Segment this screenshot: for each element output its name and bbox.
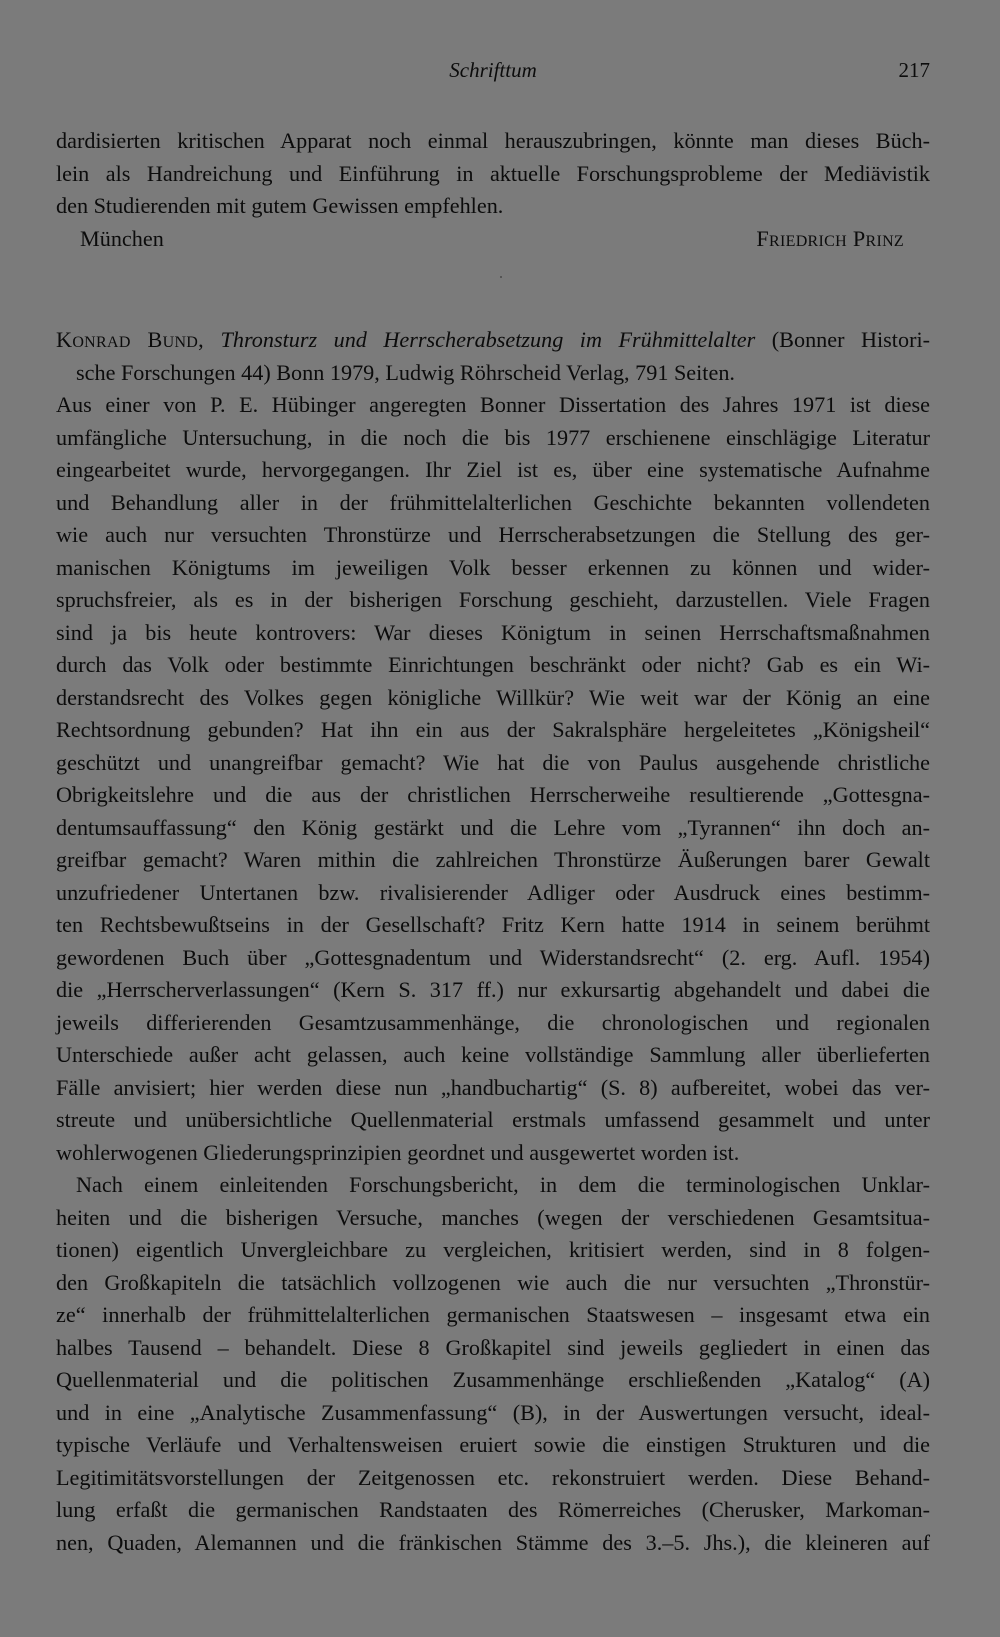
bibliographic-entry <box>56 324 930 357</box>
review-paragraph-2 <box>56 1169 930 1559</box>
text-line: ze“ innerhalb der frühmittelalterlichen germanischen Staatswesen – insgesamt etwa ein <box>56 1302 930 1327</box>
book-author: Konrad Bund, <box>56 327 205 352</box>
text-line: heiten und die bisherigen Versuche, manches (wegen der verschiedenen Gesamtsitua- <box>56 1204 930 1230</box>
section-divider-dot <box>500 276 502 278</box>
text-line: den Großkapiteln die tatsächlich vollzogenen wie auch die nur versuchten „Thronstür- <box>56 1269 930 1295</box>
running-title: Schrifttum <box>449 58 537 82</box>
previous-review-ending <box>56 125 930 255</box>
text-line: Unterschiede außer acht gelassen, auch keine vollständige Sammlung aller überlieferten <box>56 1042 930 1067</box>
page-number: 217 <box>898 58 930 82</box>
text-line: lung erfaßt die germanischen Randstaaten des Römerreiches (Cherusker, Markoman- <box>56 1497 930 1522</box>
text-line: nen, Quaden, Alemannen und die fränkischen Stämme des 3.–5. Jhs.), die kleineren auf <box>56 1529 930 1555</box>
text-line: sind ja bis heute kontrovers: War dieses Königtum in seinen Herrschaftsmaßnahmen <box>56 619 930 645</box>
signature-city: München <box>80 225 164 251</box>
text-line: spruchsfreier, als es in der bisherigen Forschung geschieht, darzustellen. Viele Fragen <box>56 587 930 612</box>
text-line: tionen) eigentlich Unvergleichbare zu vergleichen, kritisiert werden, sind in 8 folgen- <box>56 1237 930 1262</box>
text-line: unzufriedener Untertanen bzw. rivalisierender Adliger oder Ausdruck eines bestimm- <box>56 879 930 905</box>
text-line: umfängliche Untersuchung, in die noch die bis 1977 erschienene einschlägige Literatur <box>56 424 930 450</box>
text-line: derstandsrecht des Volkes gegen königliche Willkür? Wie weit war der König an eine <box>56 684 930 710</box>
text-line: den Studierenden mit gutem Gewissen empfehlen. <box>56 193 504 218</box>
text-line: manischen Königtums im jeweiligen Volk besser erkennen zu können und wider- <box>56 554 930 580</box>
text-line: Legitimitätsvorstellungen der Zeitgenossen etc. rekonstruiert werden. Diese Behand- <box>56 1464 930 1490</box>
text-line: halbes Tausend – behandelt. Diese 8 Großkapitel sind jeweils gegliedert in einen das <box>56 1334 930 1360</box>
text-line: wie auch nur versuchten Thronstürze und Herrscherabsetzungen die Stellung des ger- <box>56 522 930 547</box>
text-line: Aus einer von P. E. Hübinger angeregten Bonner Dissertation des Jahres 1971 ist diese <box>56 392 930 417</box>
text-line: jeweils differierenden Gesamtzusammenhänge, die chronologischen und regionalen <box>56 1009 930 1035</box>
running-head <box>56 58 930 94</box>
review-signature <box>56 223 930 256</box>
text-line: gewordenen Buch über „Gottesgnadentum und Widerstandsrecht“ (2. erg. Aufl. 1954) <box>56 944 930 970</box>
signature-reviewer: Friedrich Prinz <box>756 225 904 251</box>
text-line: die „Herrscherverlassungen“ (Kern S. 317 ff.) nur exkursartig abgehandelt und dabei die <box>56 977 930 1002</box>
bibliographic-entry-continued: sche Forschungen 44) Bonn 1979, Ludwig Röhrscheid Verlag, 791 Seiten. <box>76 359 735 385</box>
text-line: durch das Volk oder bestimmte Einrichtungen beschränkt oder nicht? Gab es ein Wi- <box>56 652 930 677</box>
text-line: typische Verläufe und Verhaltensweisen eruiert sowie die einstigen Strukturen und die <box>56 1432 930 1457</box>
text-line: ten Rechtsbewußtseins in der Gesellschaft? Fritz Kern hatte 1914 in seinem berühmt <box>56 912 930 937</box>
text-line: Quellenmaterial und die politischen Zusammenhänge erschließenden „Katalog“ (A) <box>56 1367 930 1392</box>
text-line: wohlerwogenen Gliederungsprinzipien geordnet und ausgewertet worden ist. <box>56 1139 740 1165</box>
text-line: Rechtsordnung gebunden? Hat ihn ein aus der Sakralsphäre hergeleitetes „Königsheil“ <box>56 717 930 742</box>
text-line: lein als Handreichung und Einführung in aktuelle Forschungsprobleme der Mediävistik <box>56 160 930 186</box>
text-line: dentumsauffassung“ den König gestärkt und die Lehre vom „Tyrannen“ ihn doch an- <box>56 814 930 840</box>
book-review <box>56 324 930 1559</box>
review-paragraph-1 <box>56 389 930 1169</box>
series-info: (Bonner Histori- <box>771 327 931 352</box>
text-line: streute und unübersichtliche Quellenmaterial erstmals umfassend gesammelt und unter <box>56 1107 930 1132</box>
text-line: Obrigkeitslehre und die aus der christlichen Herrscherweihe resultierende „Gottesgna- <box>56 782 930 807</box>
text-line: Nach einem einleitenden Forschungsbericht, in dem die terminologischen Unklar- <box>76 1172 930 1197</box>
text-line: geschützt und unangreifbar gemacht? Wie hat die von Paulus ausgehende christliche <box>56 749 930 775</box>
text-line: dardisierten kritischen Apparat noch einmal herauszubringen, könnte man dieses Büch- <box>56 128 930 153</box>
text-line: und Behandlung aller in der frühmittelalterlichen Geschichte bekannten vollendeten <box>56 489 930 515</box>
text-line: eingearbeitet wurde, hervorgegangen. Ihr Ziel ist es, über eine systematische Aufnahme <box>56 457 930 482</box>
text-line: Fälle anvisiert; hier werden diese nun „handbuchartig“ (S. 8) aufbereitet, wobei das ver- <box>56 1074 930 1100</box>
book-title: Thronsturz und Herrscherabsetzung im Frühmittelalter <box>220 327 756 352</box>
text-line: greifbar gemacht? Waren mithin die zahlreichen Thronstürze Äußerungen barer Gewalt <box>56 847 930 872</box>
text-line: und in eine „Analytische Zusammenfassung“ (B), in der Auswertungen versucht, ideal- <box>56 1399 930 1425</box>
